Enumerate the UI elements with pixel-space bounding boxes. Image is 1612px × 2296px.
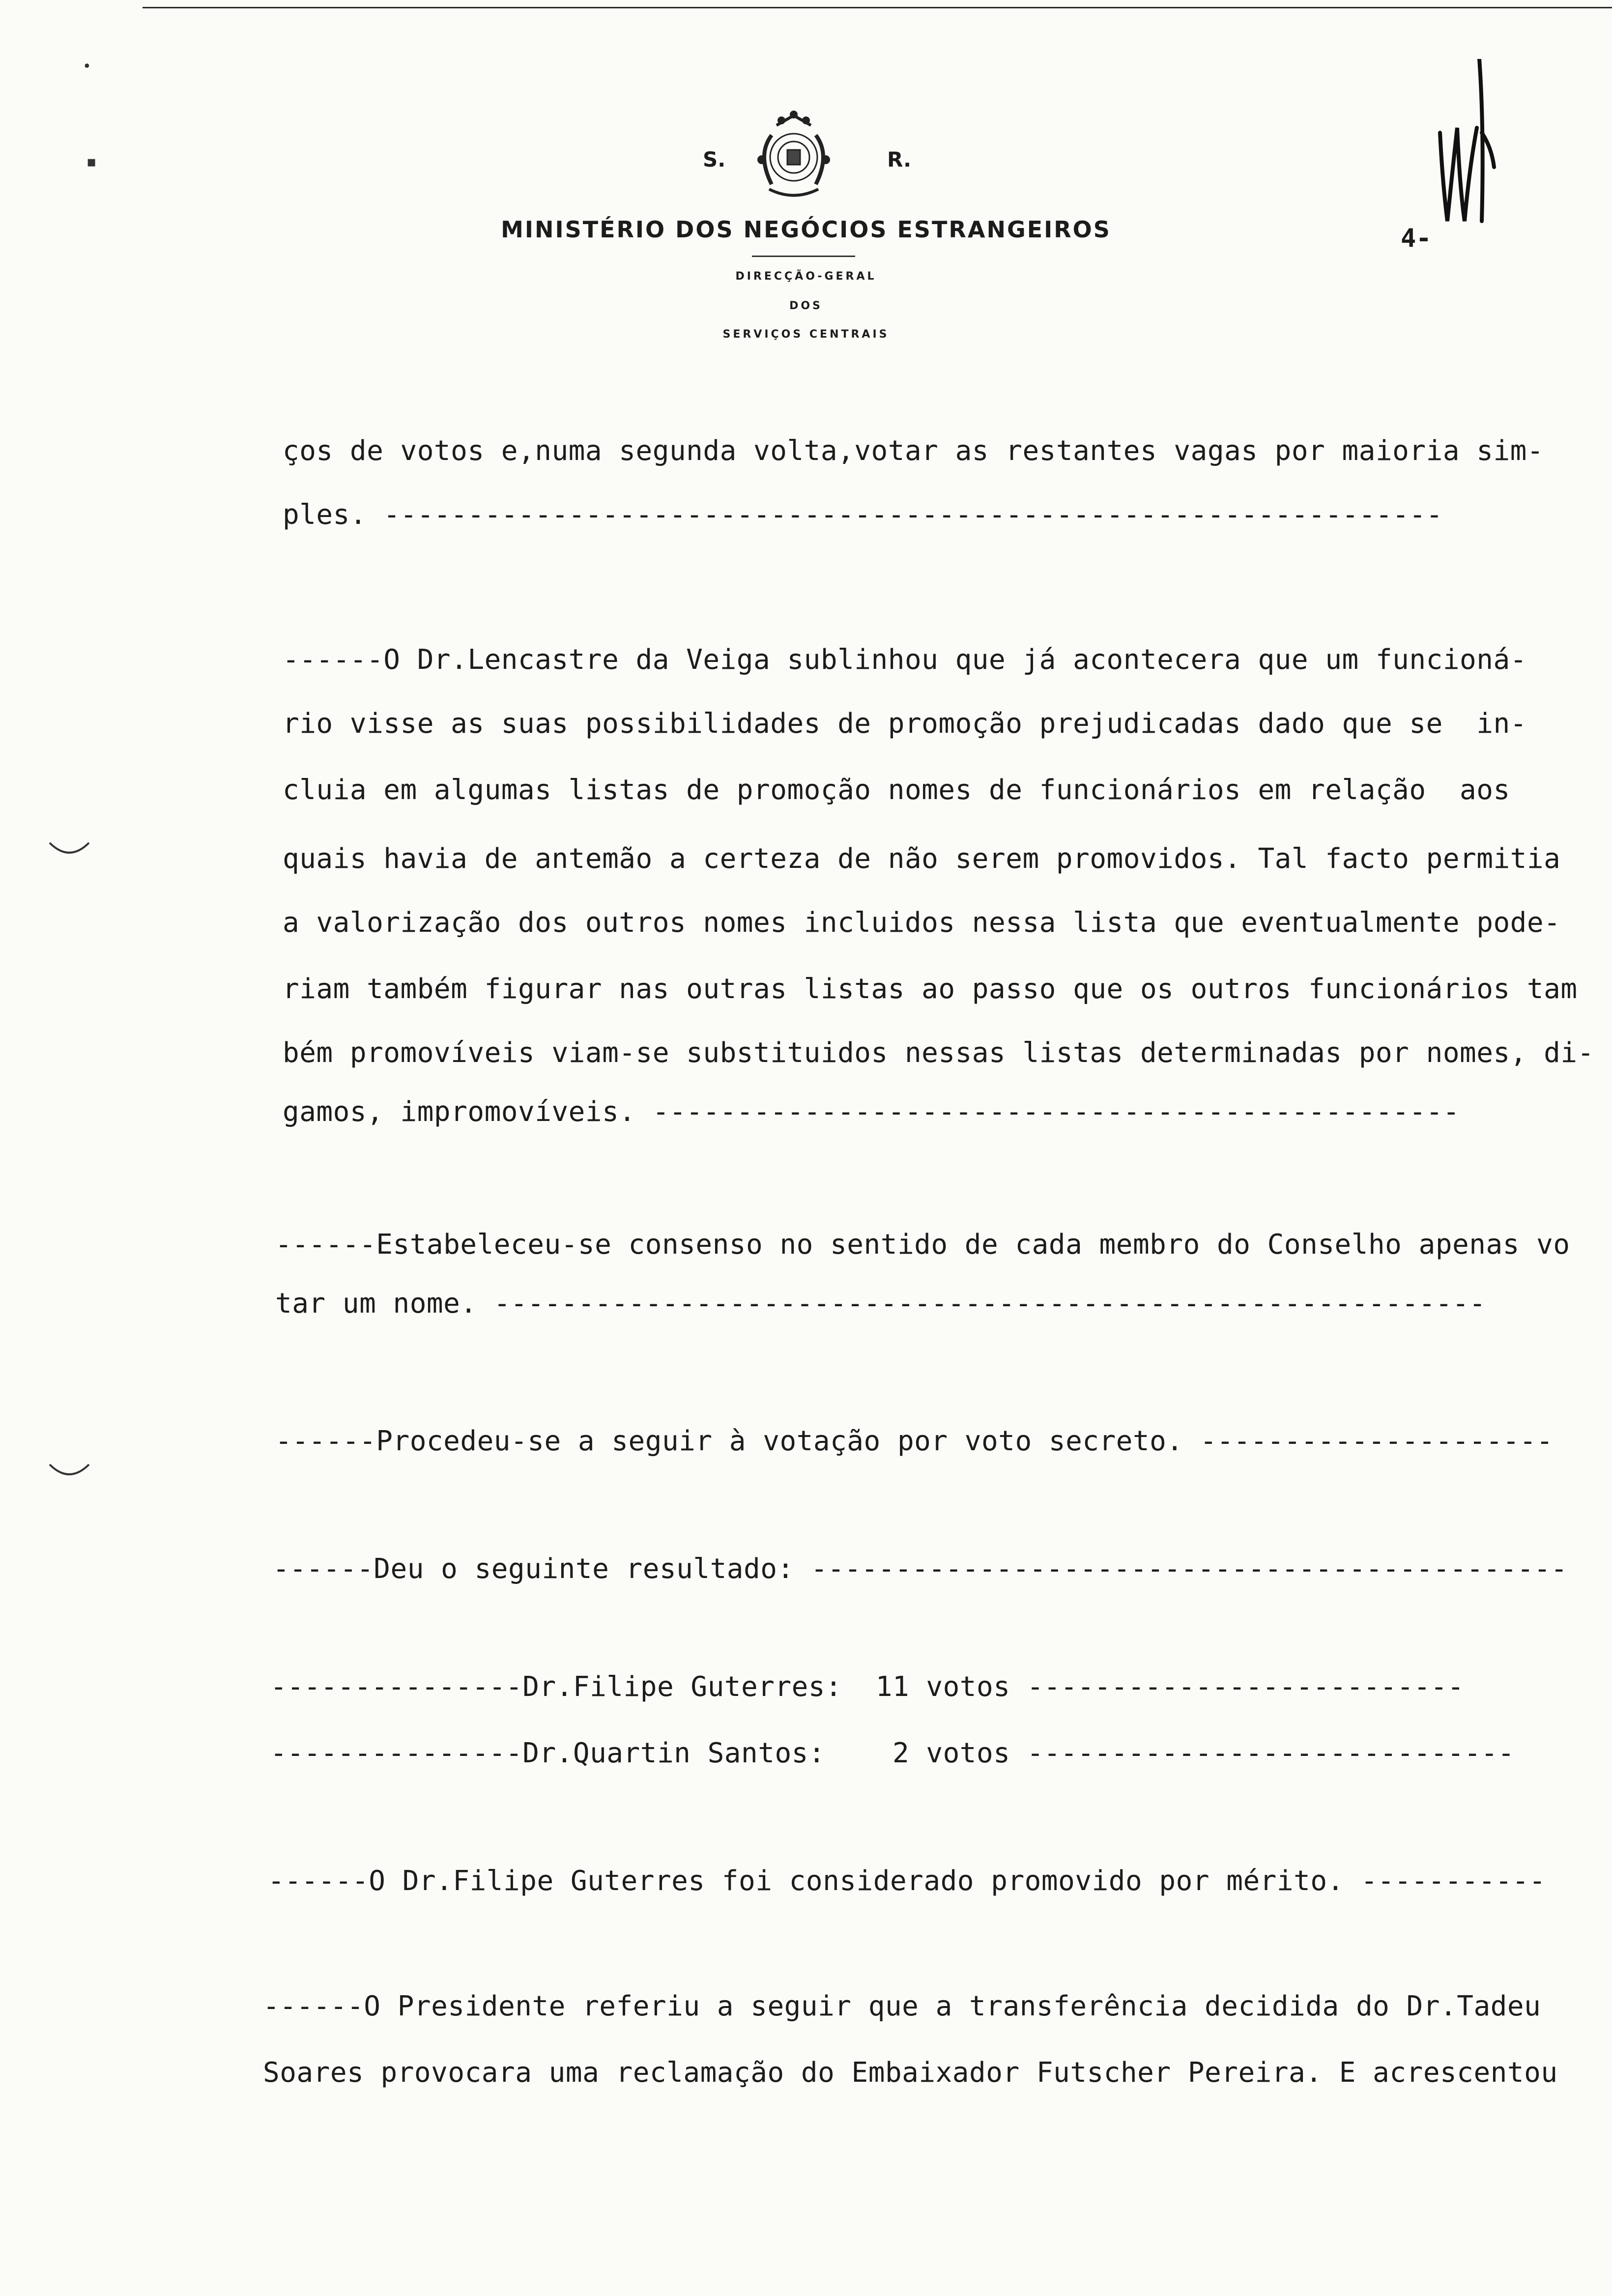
department-line-1: DIRECÇÃO-GERAL	[735, 270, 877, 283]
body-line-9: bém promovíveis viam-se substituidos nessas listas determinadas por nomes, di-	[283, 1037, 1594, 1069]
vote-result-guterres: ---------------Dr.Filipe Guterres: 11 votos --------------------------	[270, 1671, 1465, 1703]
department-line-2: DOS	[789, 300, 823, 312]
ministry-underline	[752, 256, 855, 257]
hole-punch-mark-upper	[47, 840, 91, 860]
department-line-3: SERVIÇOS CENTRAIS	[722, 328, 890, 341]
body-line-8: riam também figurar nas outras listas ao passo que os outros funcionários tam	[283, 973, 1578, 1005]
body-line-3: ------O Dr.Lencastre da Veiga sublinhou que já acontecera que um funcioná-	[283, 644, 1527, 676]
handwritten-initials-signature	[1430, 59, 1499, 236]
body-line-7: a valorização dos outros nomes incluidos nessa lista que eventualmente pode-	[283, 907, 1561, 939]
body-line-19: Soares provocara uma reclamação do Embaixador Futscher Pereira. E acrescentou	[263, 2057, 1558, 2089]
margin-dot: ▪	[86, 153, 97, 171]
body-line-17: ------O Dr.Filipe Guterres foi considerado promovido por mérito. -----------	[268, 1865, 1546, 1897]
hole-punch-mark-lower	[47, 1462, 91, 1482]
body-line-10: gamos, impromovíveis. ------------------------------------------------	[283, 1096, 1460, 1128]
page-number: 4-	[1401, 224, 1432, 253]
body-line-6: quais havia de antemão a certeza de não serem promovidos. Tal facto permitia	[283, 843, 1561, 875]
margin-dot: •	[83, 58, 91, 75]
body-line-13: ------Procedeu-se a seguir à votação por voto secreto. ---------------------	[275, 1425, 1554, 1457]
top-border-line	[143, 7, 1612, 8]
header-s-letter: S.	[703, 147, 726, 172]
vote-result-santos: ---------------Dr.Quartin Santos: 2 votos -----------------------------	[270, 1737, 1515, 1769]
body-line-4: rio visse as suas possibilidades de promoção prejudicadas dado que se in-	[283, 708, 1527, 740]
body-line-18: ------O Presidente referiu a seguir que a transferência decidida do Dr.Tadeu	[263, 1990, 1541, 2022]
body-line-5: cluia em algumas listas de promoção nomes de funcionários em relação aos	[283, 774, 1510, 806]
body-line-2: ples. ---------------------------------------------------------------	[283, 499, 1443, 531]
coat-of-arms-seal-icon	[742, 106, 845, 204]
ministry-heading: MINISTÉRIO DOS NEGÓCIOS ESTRANGEIROS	[501, 216, 1111, 243]
header-r-letter: R.	[887, 147, 912, 172]
body-line-11: ------Estabeleceu-se consenso no sentido de cada membro do Conselho apenas vo	[275, 1229, 1570, 1261]
body-line-14: ------Deu o seguinte resultado: ---------------------------------------------	[273, 1553, 1568, 1585]
body-line-1: ços de votos e,numa segunda volta,votar as restantes vagas por maioria sim-	[283, 435, 1544, 467]
body-line-12: tar um nome. -----------------------------------------------------------	[275, 1288, 1486, 1320]
